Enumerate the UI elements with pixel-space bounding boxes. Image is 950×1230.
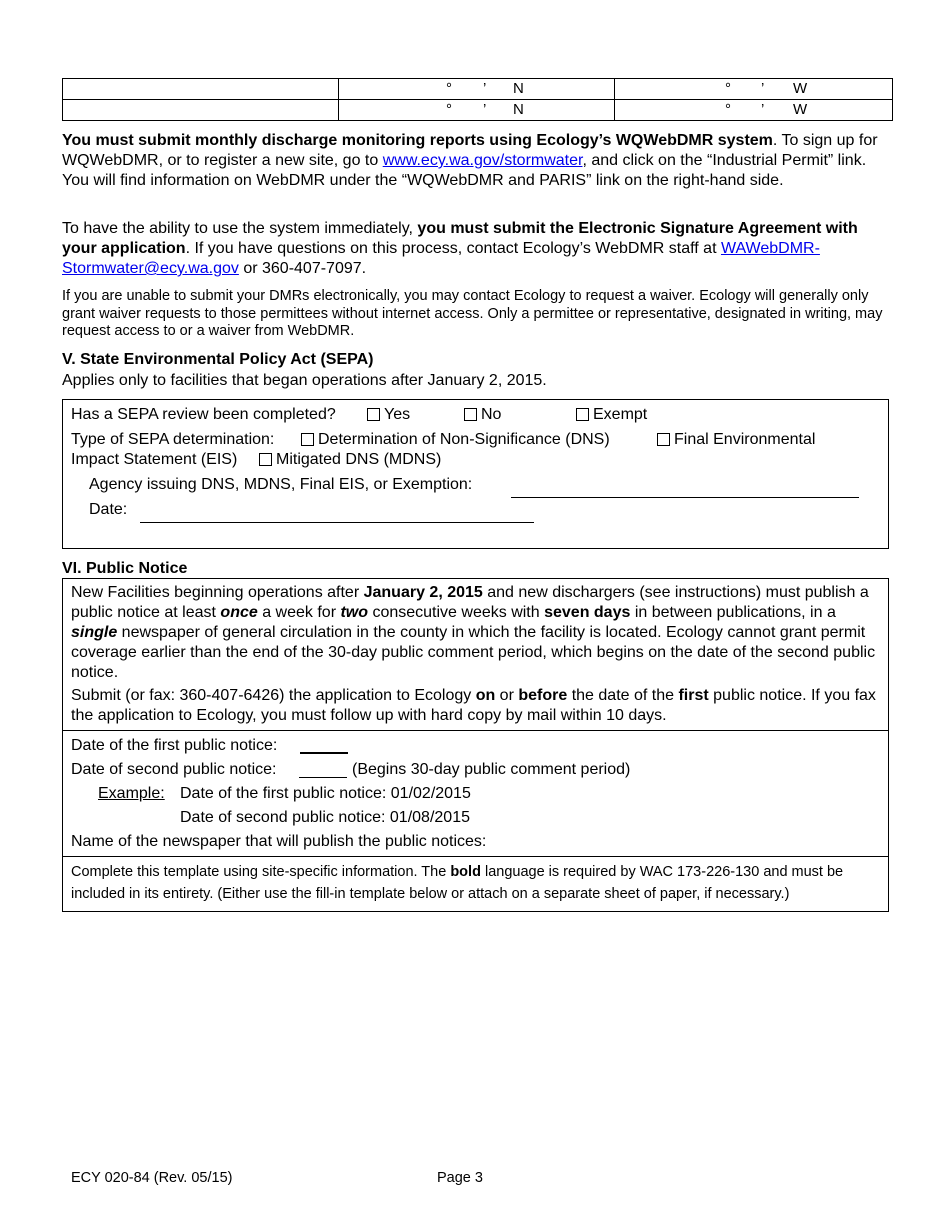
esignature-text: To have the ability to use the system immediately, <box>62 220 418 237</box>
notice-date-bold: January 2, 2015 <box>363 584 483 601</box>
newspaper-label: Name of the newspaper that will publish the public notices: <box>71 833 487 850</box>
agency-label: Agency issuing DNS, MDNS, Final EIS, or Exemption: <box>89 476 473 493</box>
yes-checkbox[interactable] <box>367 408 380 421</box>
agency-field[interactable] <box>511 497 859 498</box>
longitude-cell[interactable] <box>615 100 893 121</box>
direction-label: N <box>513 80 524 97</box>
submit-first-bold: first <box>678 687 709 704</box>
minute-symbol: ’ <box>483 101 487 118</box>
webdmr-requirement: You must submit monthly discharge monitoring reports using Ecology’s WQWebDMR system <box>62 132 773 149</box>
esignature-text: or 360-407-7097. <box>238 260 367 277</box>
webdmr-paragraph <box>62 131 892 191</box>
notice-submit-text <box>71 686 883 726</box>
mdns-label: Mitigated DNS (MDNS) <box>276 451 442 468</box>
notice-two-bold: two <box>340 604 369 621</box>
sepa-heading: V. State Environmental Policy Act (SEPA) <box>62 351 374 368</box>
minute-symbol: ’ <box>761 101 765 118</box>
form-id: ECY 020-84 (Rev. 05/15) <box>71 1170 233 1186</box>
notice-text: and new dischargers (see instructions) must publish a public notice at least <box>71 584 869 621</box>
yes-label: Yes <box>384 406 411 423</box>
outfall-name-cell[interactable] <box>63 100 339 121</box>
coordinates-table <box>62 78 893 121</box>
sepa-date-label: Date: <box>89 501 128 518</box>
notice-text: a week for <box>257 604 341 621</box>
notice-heading: VI. Public Notice <box>62 560 188 577</box>
template-instructions <box>71 861 886 905</box>
direction-label: W <box>793 101 808 118</box>
second-notice-note: (Begins 30-day public comment period) <box>352 761 631 778</box>
dns-checkbox[interactable] <box>301 433 314 446</box>
sepa-yes-option[interactable] <box>367 405 410 425</box>
no-checkbox[interactable] <box>464 408 477 421</box>
exempt-checkbox[interactable] <box>576 408 589 421</box>
eis-label: Final Environmental <box>674 431 816 448</box>
outfall-name-cell[interactable] <box>63 79 339 100</box>
template-text: language is required by WAC 173-226-130 and must be included in its entirety. (Either use the fill-in template below or attach on a separate sheet of paper, if necessary.) <box>71 864 844 902</box>
second-notice-field[interactable] <box>299 777 347 778</box>
sepa-date-field[interactable] <box>140 522 534 523</box>
minute-symbol: ’ <box>761 80 765 97</box>
sepa-type-label: Type of SEPA determination: <box>71 431 275 448</box>
submit-text: public notice. If you fax the application to Ecology, you must follow up with hard copy by mail within 10 days. <box>71 687 876 724</box>
degree-symbol: ° <box>725 101 731 118</box>
mdns-option[interactable] <box>259 450 441 470</box>
webdmr-email-link[interactable]: WAWebDMR-Stormwater@ecy.wa.gov <box>62 240 820 277</box>
eis-label-continued: Impact Statement (EIS) <box>71 451 238 468</box>
webdmr-text: . To sign up for WQWebDMR, or to register a new site, go to <box>62 132 878 169</box>
webdmr-text: , and click on the “Industrial Permit” link. You will find information on WebDMR under the “WQWebDMR and PARIS” link on the right-hand side. <box>62 152 867 189</box>
sepa-no-option[interactable] <box>464 405 501 425</box>
eis-option[interactable] <box>657 430 815 450</box>
sepa-review-question: Has a SEPA review been completed? <box>71 406 336 423</box>
longitude-cell[interactable] <box>615 79 893 100</box>
table-row <box>63 100 893 121</box>
notice-text: New Facilities beginning operations after <box>71 584 364 601</box>
degree-symbol: ° <box>446 80 452 97</box>
submit-text: or <box>495 687 519 704</box>
example-label: Example: <box>98 785 165 802</box>
dns-option[interactable] <box>301 430 610 450</box>
submit-text: Submit (or fax: 360-407-6426) the application to Ecology <box>71 687 476 704</box>
notice-once-bold: once <box>220 604 258 621</box>
second-notice-label: Date of second public notice: <box>71 761 277 778</box>
table-row <box>63 79 893 100</box>
esignature-paragraph <box>62 219 892 279</box>
degree-symbol: ° <box>446 101 452 118</box>
minute-symbol: ’ <box>483 80 487 97</box>
notice-seven-days-bold: seven days <box>544 604 631 621</box>
first-notice-field[interactable] <box>300 752 348 754</box>
stormwater-link[interactable]: www.ecy.wa.gov/stormwater <box>382 152 583 169</box>
example-first-date: Date of the first public notice: 01/02/2015 <box>180 785 471 802</box>
notice-single-bold: single <box>71 624 118 641</box>
submit-before-bold: before <box>518 687 568 704</box>
template-bold-word: bold <box>450 864 481 880</box>
divider <box>62 730 889 731</box>
eis-checkbox[interactable] <box>657 433 670 446</box>
direction-label: W <box>793 80 808 97</box>
esignature-text: . If you have questions on this process, contact Ecology’s WebDMR staff at <box>185 240 721 257</box>
latitude-cell[interactable] <box>339 79 615 100</box>
example-second-date: Date of second public notice: 01/08/2015 <box>180 809 470 826</box>
template-text: Complete this template using site-specific information. The <box>71 864 451 880</box>
page-number: Page 3 <box>437 1170 483 1186</box>
notice-text: in between publications, in a <box>630 604 836 621</box>
notice-text: newspaper of general circulation in the county in which the facility is located. Ecology cannot grant permit coverage earlier than the end of the 30-day public comment period, which begins on the date of the second public notice. <box>71 624 876 681</box>
latitude-cell[interactable] <box>339 100 615 121</box>
sepa-exempt-option[interactable] <box>576 405 647 425</box>
notice-text: consecutive weeks with <box>368 604 545 621</box>
sepa-subheading: Applies only to facilities that began operations after January 2, 2015. <box>62 372 547 389</box>
submit-text: the date of the <box>567 687 679 704</box>
first-notice-label: Date of the first public notice: <box>71 737 278 754</box>
notice-requirements-text <box>71 583 883 683</box>
mdns-checkbox[interactable] <box>259 453 272 466</box>
submit-on-bold: on <box>475 687 496 704</box>
esignature-requirement: you must submit the Electronic Signature Agreement with your application <box>62 220 858 257</box>
direction-label: N <box>513 101 524 118</box>
degree-symbol: ° <box>725 80 731 97</box>
no-label: No <box>481 406 502 423</box>
waiver-paragraph: If you are unable to submit your DMRs electronically, you may contact Ecology to request a waiver. Ecology will generally only grant waiver requests to those permittees without internet access. Only a permittee or representative, designated in writing, may request access to or a waiver from WebDMR. <box>62 288 883 339</box>
divider <box>62 856 889 857</box>
dns-label: Determination of Non-Significance (DNS) <box>318 431 610 448</box>
exempt-label: Exempt <box>593 406 648 423</box>
